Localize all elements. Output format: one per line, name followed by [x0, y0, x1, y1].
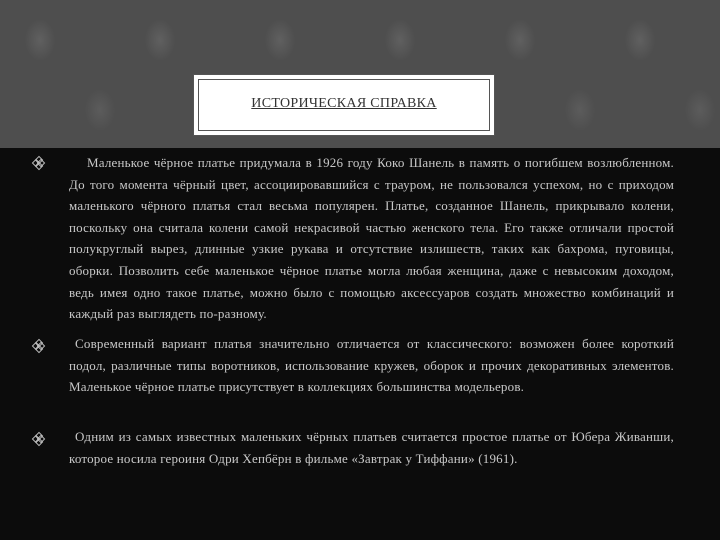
title-box [193, 74, 495, 136]
bullet-paragraph-2: Современный вариант платья значительно отличается от классического: возможен более короткий подол, различные типы воротников, использование кружев, оборок и прочих декоративных элементов. Маленькое чёрное платье присутствует в коллекциях большинства модельеров. [69, 336, 674, 395]
bullet-paragraph-1: Маленькое чёрное платье придумала в 1926 году Коко Шанель в память о погибшем возлюбленном. До того момента чёрный цвет, ассоциировавшийся с трауром, не пользовался успехом, но с приходом маленького чёрного платья стал весьма популярен. Платье, созданное Шанель, прикрывало колени, поскольку она считала колени самой некрасивой частью женского тела. Его также отличали простой полукруглый вырез, длинные узкие рукава и отсутствие излишеств, таких как бахрома, пуговицы, оборки. Позволить себе маленькое чёрное платье могла любая женщина, даже с невысоким доходом, ведь имея одно такое платье, можно было с помощью аксессуаров создать множество комбинаций и каждый раз выглядеть по-разному. [69, 155, 674, 322]
diamond-bullet-icon [32, 432, 44, 444]
bullet-paragraph-3: Одним из самых известных маленьких чёрных платьев считается простое платье от Юбера Живанши, которое носила героиня Одри Хепбёрн в фильме «Завтрак у Тиффани» (1961). [69, 429, 674, 466]
diamond-bullet-icon [32, 156, 44, 168]
diamond-bullet-icon [32, 339, 44, 351]
slide-title: ИСТОРИЧЕСКАЯ СПРАВКА [251, 96, 437, 111]
